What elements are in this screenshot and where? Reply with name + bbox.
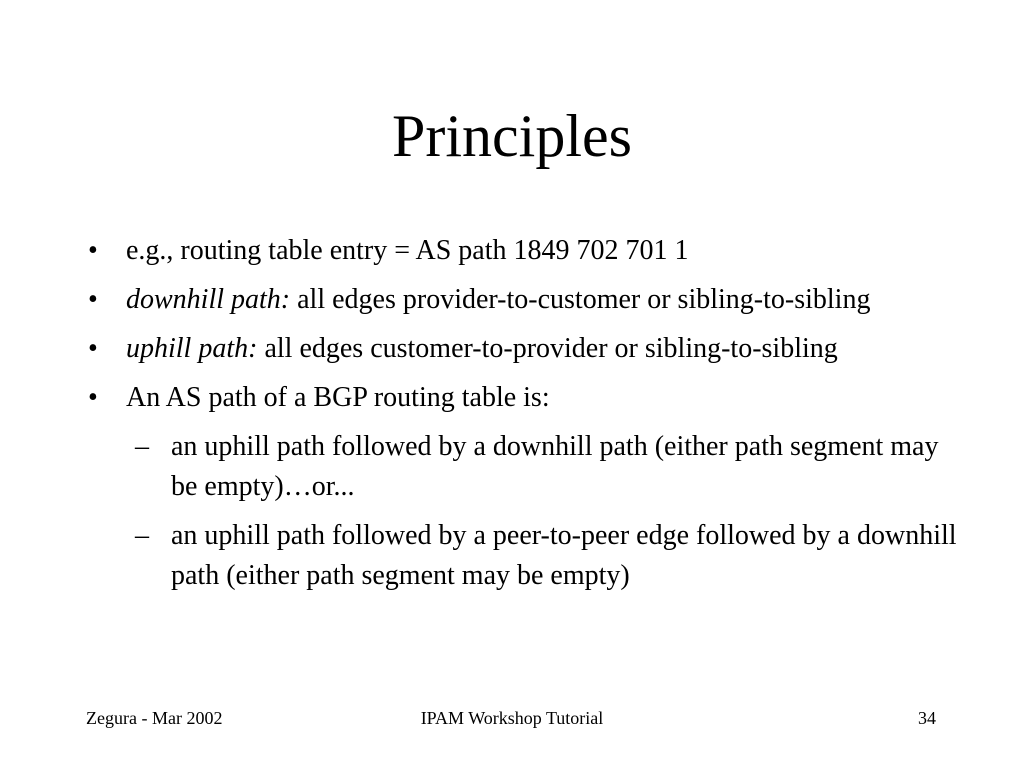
subbullet-item [135, 427, 971, 507]
bullet-text: all edges provider-to-customer or sibling-to-sibling [290, 284, 871, 315]
bullet-text: all edges customer-to-provider or sibling-to-sibling [257, 333, 838, 364]
bullet-marker: • [88, 382, 98, 413]
footer-author-date: Zegura - Mar 2002 [86, 708, 223, 728]
bullet-marker: • [88, 333, 98, 364]
bullet-item [88, 280, 948, 320]
bullet-item [88, 378, 948, 418]
slide-title: Principles [392, 103, 632, 169]
bullet-item [88, 231, 948, 271]
bullet-text: An AS path of a BGP routing table is: [126, 382, 550, 413]
bullet-term: uphill path: [126, 333, 258, 364]
subbullet-text: an uphill path followed by a peer-to-peer edge followed by a downhill path (either path segment may be empty) [171, 520, 957, 591]
subbullet-marker: – [135, 520, 149, 551]
slide-body [88, 231, 957, 605]
slide-number: 34 [918, 708, 936, 728]
bullet-marker: • [88, 235, 98, 266]
bullet-term: downhill path: [126, 284, 291, 315]
footer-event-title: IPAM Workshop Tutorial [420, 708, 604, 728]
subbullet-text: an uphill path followed by a downhill path (either path segment may be empty)…or... [171, 431, 939, 502]
bullet-marker: • [88, 284, 98, 315]
subbullet-marker: – [135, 431, 149, 462]
bullet-item [88, 329, 948, 369]
subbullet-item [135, 516, 971, 596]
bullet-text: e.g., routing table entry = AS path 1849 702 701 1 [126, 235, 689, 266]
